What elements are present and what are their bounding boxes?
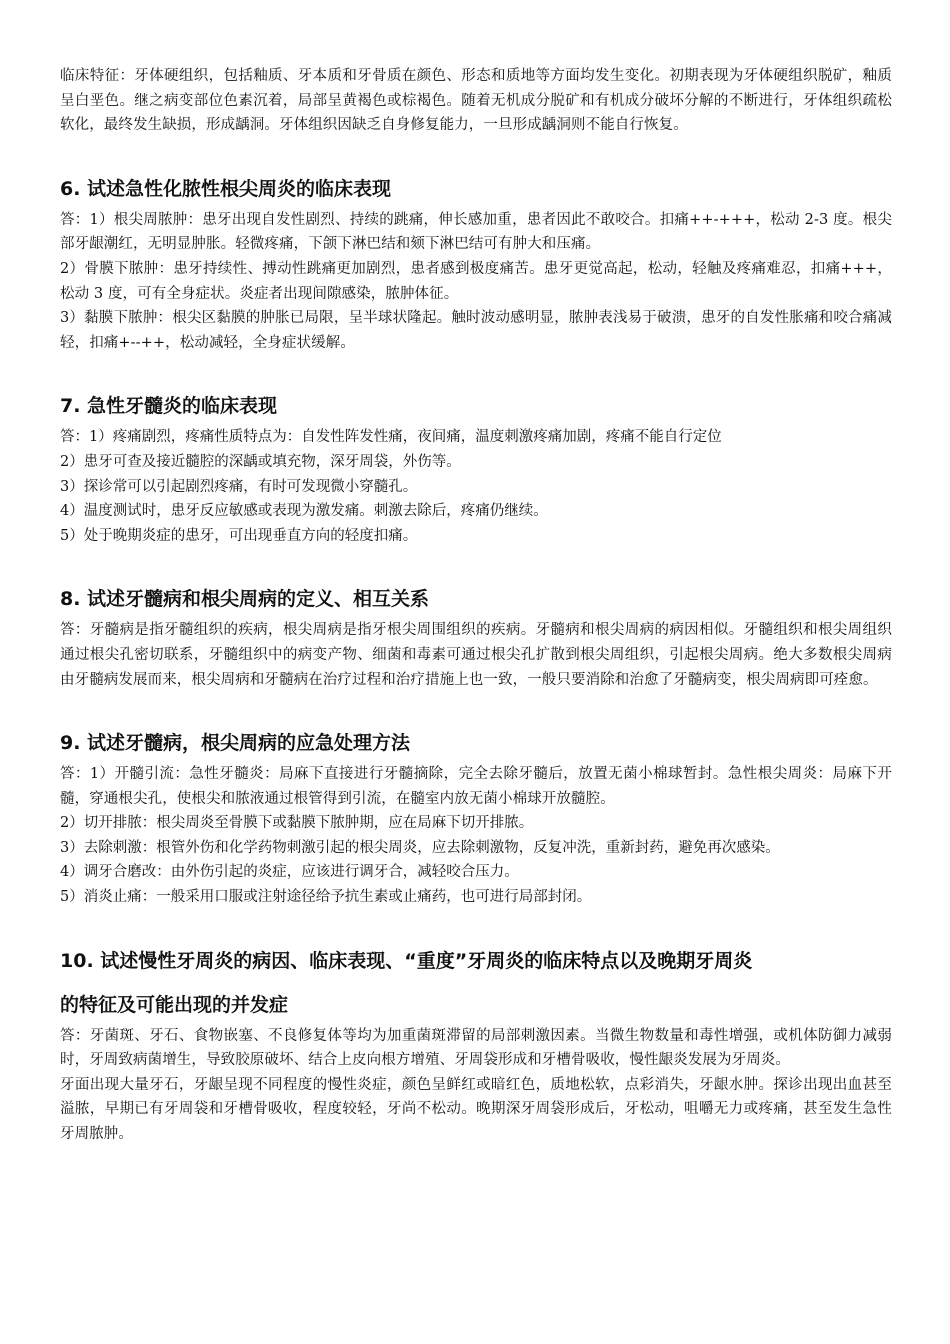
section-10-line-2: 牙面出现大量牙石，牙龈呈现不同程度的慢性炎症，颜色呈鲜红或暗红色，质地松软，点彩消失，牙龈水肿。探诊出现出血甚至溢脓，早期已有牙周袋和牙槽骨吸收，程度较轻，牙尚不松动。晚期深牙周袋形成后，牙松动，咀嚼无力或疼痛，甚至发生急性牙周脓肿。 xyxy=(60,1076,892,1143)
section-7-line-3: 3）探诊常可以引起剧烈疼痛，有时可发现微小穿髓孔。 xyxy=(60,478,418,495)
section-9-line-5: 5）消炎止痛：一般采用口服或注射途径给予抗生素或止痛药，也可进行局部封闭。 xyxy=(60,889,592,906)
section-8 xyxy=(60,584,892,692)
section-6-line-2: 2）骨膜下脓肿：患牙持续性、搏动性跳痛更加剧烈，患者感到极度痛苦。患牙更觉高起，松动，轻触及疼痛难忍，扣痛+++，松动 3 度，可有全身症状。炎症者出现间隙感染，脓肿体征。 xyxy=(60,260,892,302)
section-9 xyxy=(60,728,892,910)
section-7-line-4: 4）温度测试时，患牙反应敏感或表现为激发痛。刺激去除后，疼痛仍继续。 xyxy=(60,503,548,520)
section-10-line-1: 答：牙菌斑、牙石、食物嵌塞、不良修复体等均为加重菌斑滞留的局部刺激因素。当微生物数量和毒性增强，或机体防御力减弱时，牙周致病菌增生，导致胶原破坏、结合上皮向根方增殖、牙周袋形成和牙槽骨吸收，慢性龈炎发展为牙周炎。 xyxy=(60,1027,892,1069)
section-7-line-5: 5）处于晚期炎症的患牙，可出现垂直方向的轻度扣痛。 xyxy=(60,527,418,544)
section-6-line-3: 3）黏膜下脓肿：根尖区黏膜的肿胀已局限，呈半球状隆起。触时波动感明显，脓肿表浅易于破溃，患牙的自发性胀痛和咬合痛减轻，扣痛+--++，松动减轻，全身症状缓解。 xyxy=(60,310,892,351)
section-9-line-1: 答：1）开髓引流：急性牙髓炎：局麻下直接进行牙髓摘除，完全去除牙髓后，放置无菌小棉球暂封。急性根尖周炎：局麻下开髓，穿通根尖孔，使根尖和脓液通过根管得到引流，在髓室内放无菌小棉球开放髓腔。 xyxy=(60,766,892,807)
section-7-heading: 7. 急性牙髓炎的临床表现 xyxy=(60,395,278,418)
section-9-line-3: 3）去除刺激：根管外伤和化学药物刺激引起的根尖周炎，应去除刺激物，反复冲洗，重新封药，避免再次感染。 xyxy=(60,839,780,856)
section-8-heading: 8. 试述牙髓病和根尖周病的定义、相互关系 xyxy=(60,588,430,611)
section-10-heading-line-2: 的特征及可能出现的并发症 xyxy=(60,993,289,1016)
section-10 xyxy=(60,946,892,1147)
section-7 xyxy=(60,391,892,548)
section-9-heading: 9. 试述牙髓病，根尖周病的应急处理方法 xyxy=(60,732,411,755)
section-6-heading: 6. 试述急性化脓性根尖周炎的临床表现 xyxy=(60,177,392,200)
intro-paragraph: 临床特征：牙体硬组织，包括釉质、牙本质和牙骨质在颜色、形态和质地等方面均发生变化。初期表现为牙体硬组织脱矿，釉质呈白垩色。继之病变部位色素沉着，局部呈黄褐色或棕褐色。随着无机成分脱矿和有机成分破坏分解的不断进行，牙体组织疏松软化，最终发生缺损，形成龋洞。牙体组织因缺乏自身修复能力，一旦形成龋洞则不能自行恢复。 xyxy=(60,68,892,134)
section-10-heading-line-1: 10. 试述慢性牙周炎的病因、临床表现、“重度”牙周炎的临床特点以及晚期牙周炎 xyxy=(60,949,753,972)
section-7-line-2: 2）患牙可查及接近髓腔的深龋或填充物，深牙周袋，外伤等。 xyxy=(60,453,461,470)
section-8-line-1: 答：牙髓病是指牙髓组织的疾病，根尖周病是指牙根尖周围组织的疾病。牙髓病和根尖周病的病因相似。牙髓组织和根尖周组织通过根尖孔密切联系，牙髓组织中的病变产物、细菌和毒素可通过根尖孔扩散到根尖周组织，引起根尖周病。绝大多数根尖周病由牙髓病发展而来，根尖周病和牙髓病在治疗过程和治疗措施上也一致，一般只要消除和治愈了牙髓病变，根尖周病即可痊愈。 xyxy=(60,622,892,688)
section-6 xyxy=(60,174,892,356)
section-9-line-4: 4）调牙合磨改：由外伤引起的炎症，应该进行调牙合，减轻咬合压力。 xyxy=(60,864,519,881)
document-page xyxy=(60,64,892,1147)
section-7-line-1: 答：1）疼痛剧烈，疼痛性质特点为：自发性阵发性痛，夜间痛，温度刺激疼痛加剧，疼痛不能自行定位 xyxy=(60,429,722,446)
section-6-line-1: 答：1）根尖周脓肿：患牙出现自发性剧烈、持续的跳痛，伸长感加重，患者因此不敢咬合。扣痛++-+++，松动 2-3 度。根尖部牙龈潮红，无明显肿胀。轻微疼痛，下颌下淋巴结和颏下淋巴结可有肿大和压痛。 xyxy=(60,211,892,253)
section-9-line-2: 2）切开排脓：根尖周炎至骨膜下或黏膜下脓肿期，应在局麻下切开排脓。 xyxy=(60,815,534,832)
